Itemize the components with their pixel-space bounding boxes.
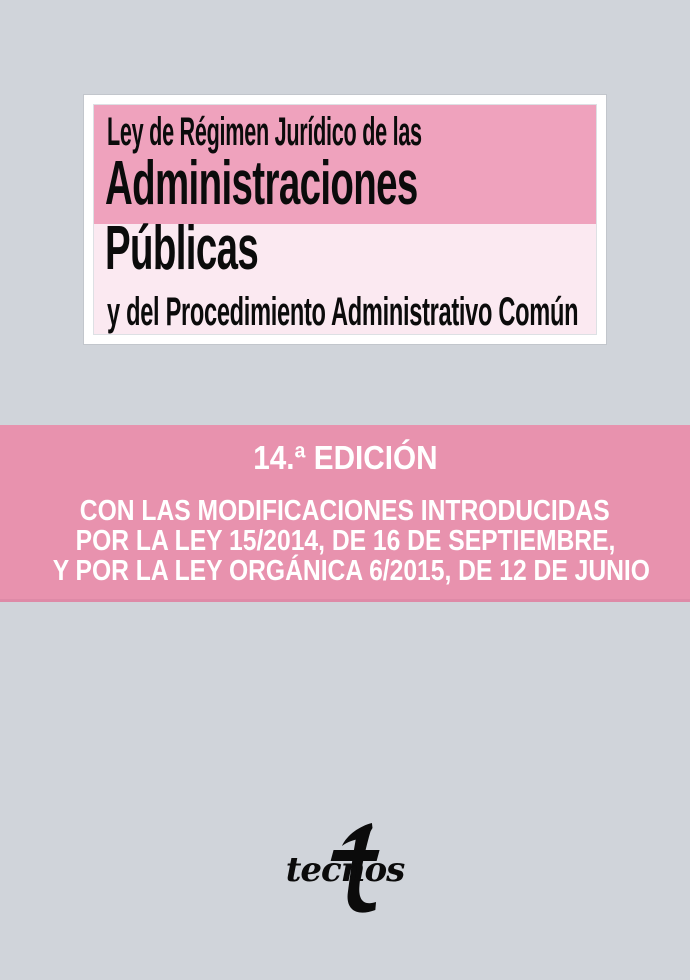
title-line-2-text: Públicas: [105, 214, 259, 283]
publisher-name: tecnos: [285, 850, 405, 890]
edition-label: [0, 441, 690, 474]
subtitle: [107, 292, 597, 332]
edition-label-text: 14.ª EDICIÓN: [252, 439, 438, 476]
title-box-inner: [93, 104, 597, 335]
pretitle-text: Ley de Régimen Jurídico de las: [107, 110, 422, 154]
note-line: [0, 526, 690, 556]
note-line: [0, 496, 690, 526]
note-line-1-text: CON LAS MODIFICACIONES INTRODUCIDAS: [80, 495, 610, 527]
pretitle: [107, 112, 597, 152]
modification-notes: [0, 496, 690, 586]
note-line-2-text: POR LA LEY 15/2014, DE 16 DE SEPTIEMBRE,: [75, 525, 615, 557]
title-line-1: [105, 149, 597, 218]
publisher-logo: [0, 820, 690, 920]
title-line-1-text: Administraciones: [105, 149, 418, 218]
title-line-2: [105, 214, 352, 283]
note-line-3-text: Y POR LA LEY ORGÁNICA 6/2015, DE 12 DE JUNIO: [52, 555, 650, 587]
edition-band: [0, 425, 690, 602]
title-box: [83, 94, 607, 345]
note-line: [0, 556, 690, 586]
subtitle-text: y del Procedimiento Administrativo Común: [107, 290, 579, 334]
